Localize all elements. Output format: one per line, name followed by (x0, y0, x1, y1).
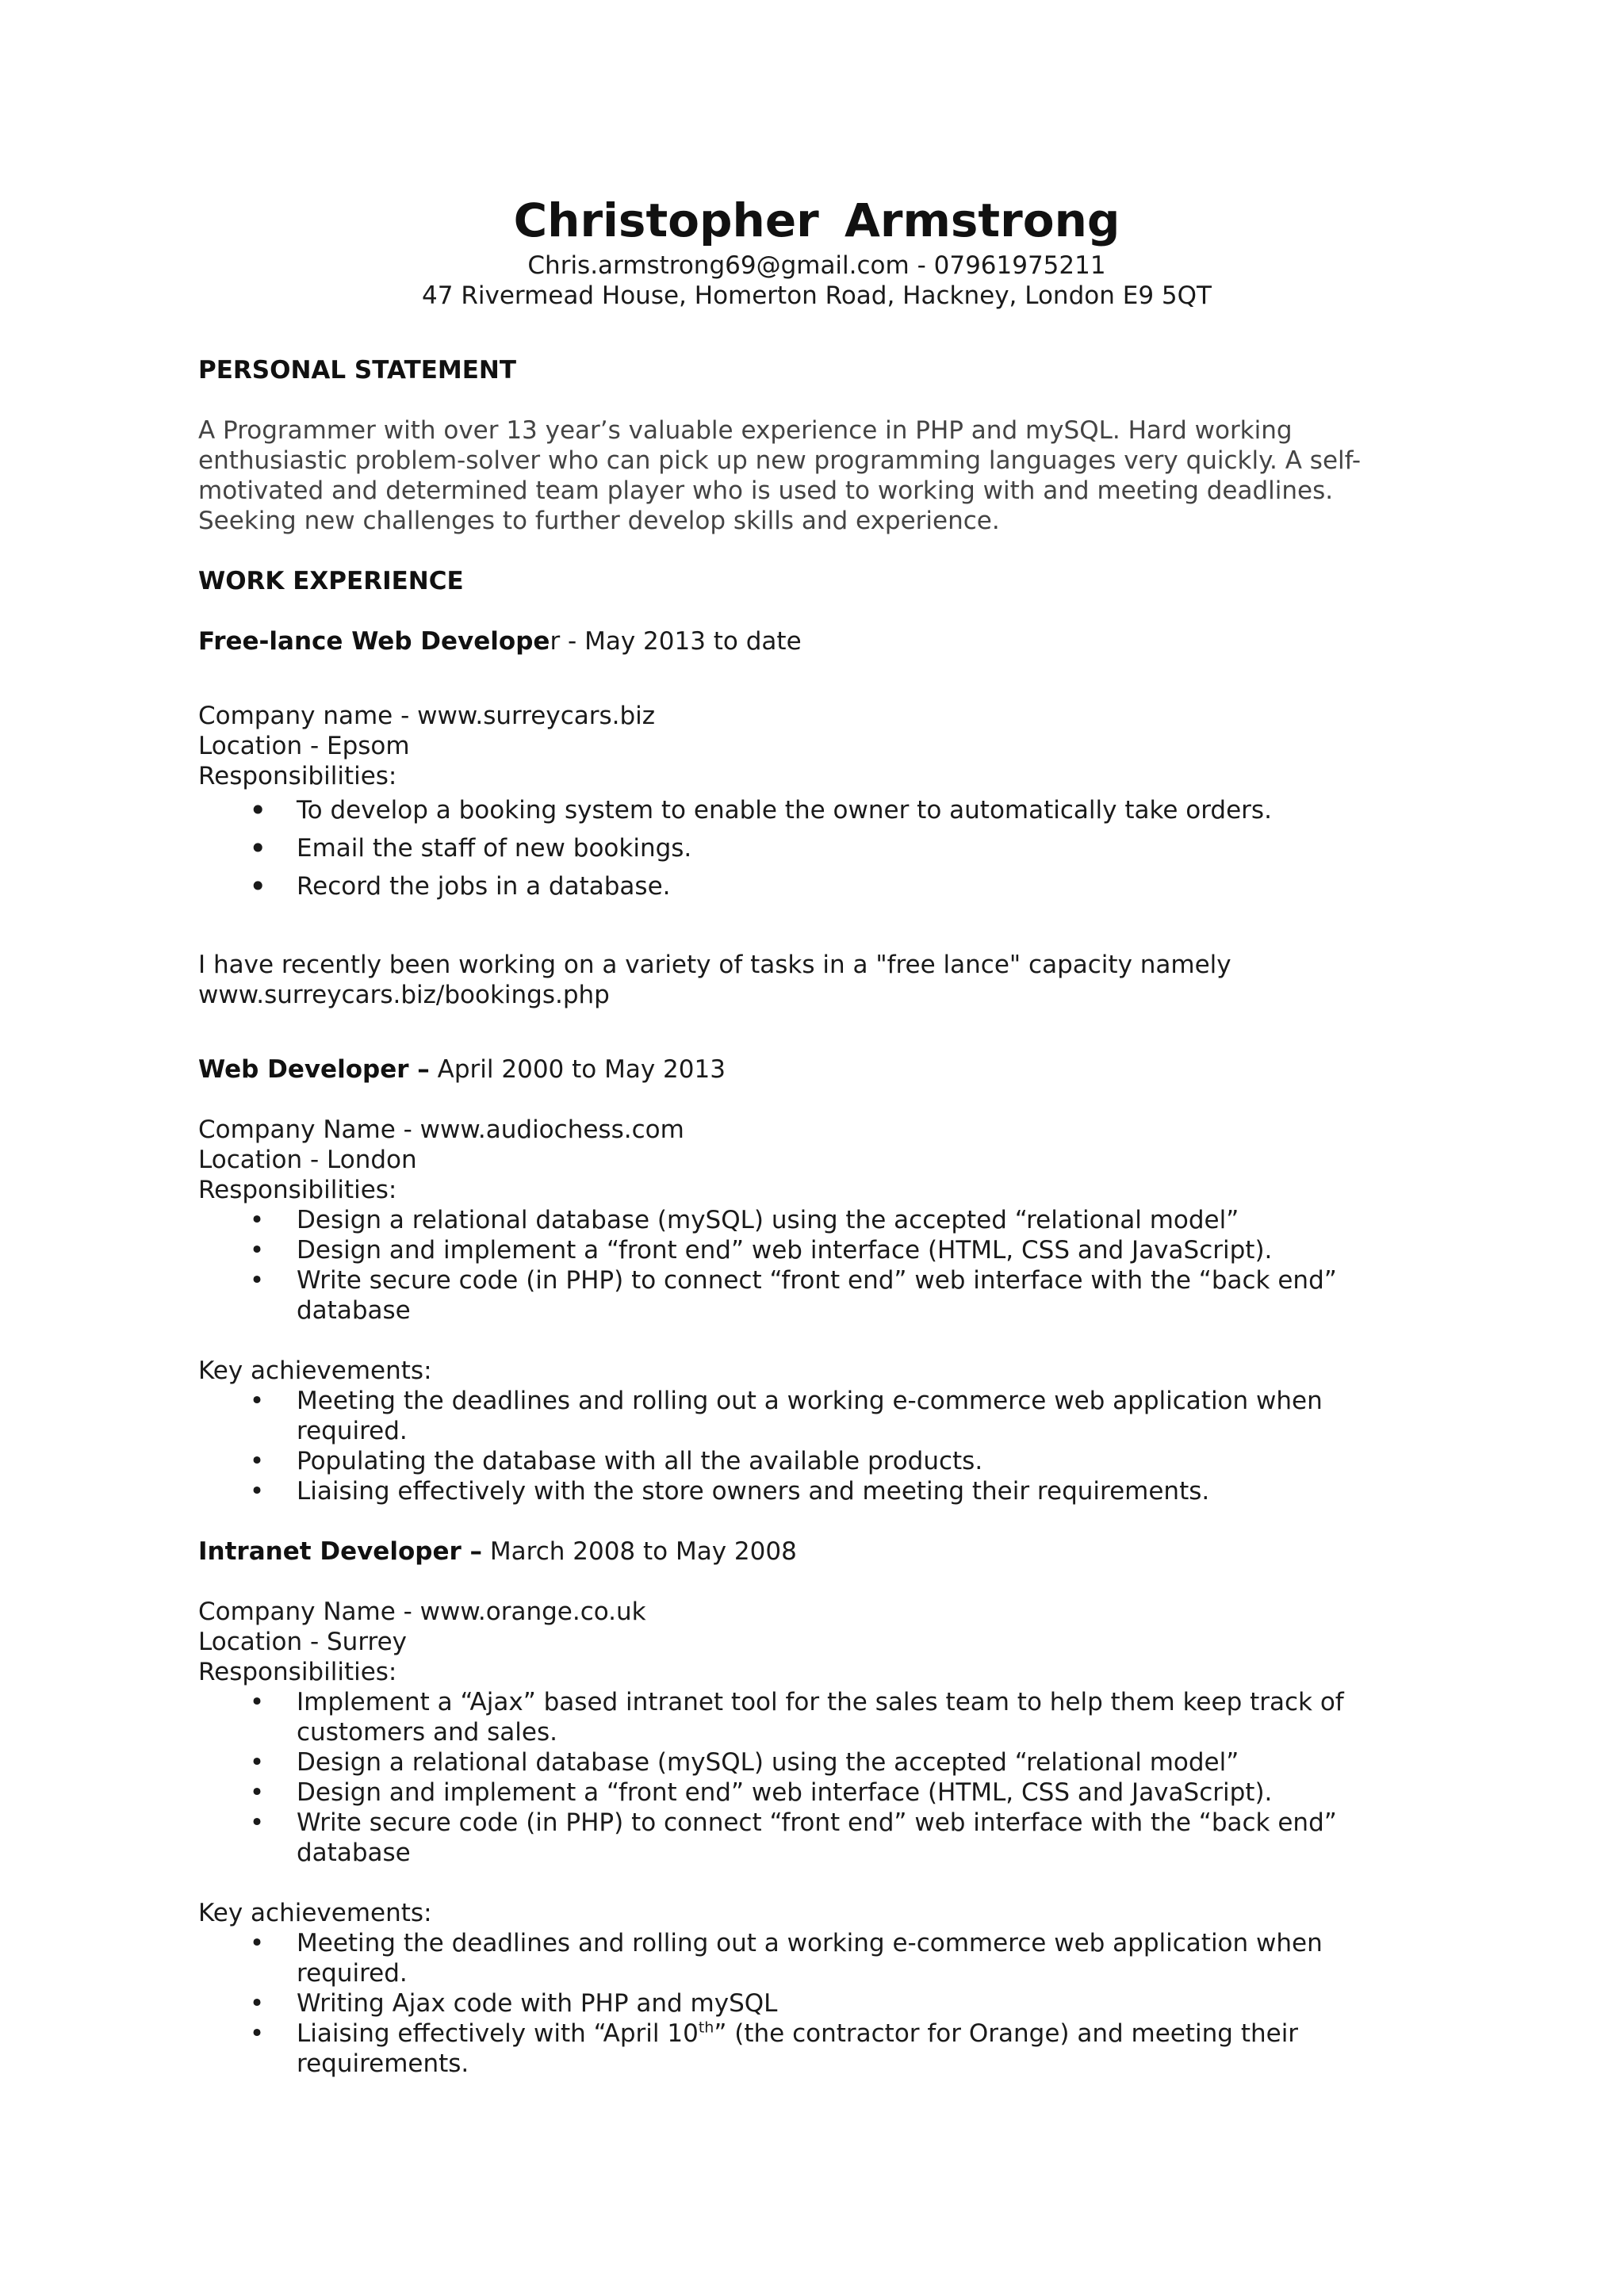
job-title-bold: Free-lance Web Develope (198, 627, 550, 656)
list-item (198, 791, 1435, 829)
list-item (198, 1777, 1435, 1808)
list-item-text: customers and sales. (297, 1718, 557, 1747)
list-item-text: Design a relational database (mySQL) using the accepted “relational model” (297, 1748, 1239, 1777)
list-item-text: Write secure code (in PHP) to connect “front end” web interface with the “back end” (297, 1808, 1337, 1837)
bullet-icon: • (249, 1989, 265, 2018)
job-dates: r - May 2013 to date (550, 627, 802, 656)
list-item-text: database (297, 1296, 411, 1325)
job-note-line: www.surreycars.biz/bookings.php (198, 981, 610, 1009)
list-item-text: database (297, 1839, 411, 1867)
job-title-bold: Web Developer – (198, 1055, 430, 1084)
list-item-text: Liaising effectively with “April 10 (297, 2019, 699, 2048)
list-item (198, 1386, 1435, 1416)
bullet-icon: • (249, 2019, 265, 2048)
statement-line: motivated and determined team player who is used to working with and meeting deadlines. (198, 476, 1334, 505)
statement-line: A Programmer with over 13 year’s valuable experience in PHP and mySQL. Hard working (198, 416, 1293, 445)
job-company: Company name - www.surreycars.biz (198, 702, 656, 730)
personal-statement-heading: PERSONAL STATEMENT (198, 356, 517, 385)
list-item (198, 2019, 1435, 2049)
list-item-text: Populating the database with all the available products. (297, 1447, 983, 1475)
job-location: Location - Epsom (198, 732, 410, 760)
key-achievements-label: Key achievements: (198, 1899, 432, 1927)
list-item-text: Record the jobs in a database. (297, 872, 671, 901)
list-item (198, 1265, 1435, 1295)
list-item (198, 1235, 1435, 1265)
work-experience-heading: WORK EXPERIENCE (198, 567, 464, 595)
job-title-web-developer (198, 1054, 1435, 1085)
list-item (198, 1446, 1435, 1476)
bullet-icon: • (249, 1748, 265, 1777)
list-item-text: Design and implement a “front end” web interface (HTML, CSS and JavaScript). (297, 1236, 1273, 1265)
job-responsibilities-label: Responsibilities: (198, 762, 397, 790)
list-item-text: Meeting the deadlines and rolling out a working e-commerce web application when (297, 1387, 1323, 1415)
list-item-text: Writing Ajax code with PHP and mySQL (297, 1989, 778, 2018)
achievements-list (198, 1928, 1435, 2079)
bullet-icon: • (249, 1477, 265, 1506)
contact-address: 47 Rivermead House, Homerton Road, Hackney, London E9 5QT (422, 281, 1212, 310)
list-item-text: requirements. (297, 2049, 469, 2078)
job-responsibilities-label: Responsibilities: (198, 1176, 397, 1204)
bullet-icon: • (249, 1929, 265, 1957)
job-dates: March 2008 to May 2008 (482, 1537, 797, 1566)
bullet-icon: • (249, 1236, 265, 1265)
job-company: Company Name - www.orange.co.uk (198, 1598, 646, 1626)
list-item-continuation (198, 1416, 1435, 1446)
list-item-text: Implement a “Ajax” based intranet tool for the sales team to help them keep track of (297, 1688, 1344, 1716)
list-item-text: Write secure code (in PHP) to connect “front end” web interface with the “back end” (297, 1266, 1337, 1295)
list-item-continuation (198, 1295, 1435, 1326)
job-location: Location - London (198, 1146, 417, 1174)
key-achievements-label: Key achievements: (198, 1357, 432, 1385)
bullet-icon: • (249, 869, 267, 904)
job-note-line: I have recently been working on a variety of tasks in a "free lance" capacity namely (198, 951, 1231, 979)
bullet-icon: • (249, 1387, 265, 1415)
list-item (198, 1747, 1435, 1777)
list-item-continuation (198, 1838, 1435, 1868)
candidate-name: Christopher Armstrong (513, 193, 1120, 247)
list-item-text: Design and implement a “front end” web interface (HTML, CSS and JavaScript). (297, 1778, 1273, 1807)
responsibilities-list (198, 1687, 1435, 1868)
list-item-text: To develop a booking system to enable the owner to automatically take orders. (297, 796, 1272, 825)
list-item-continuation (198, 1717, 1435, 1747)
list-item (198, 1928, 1435, 1958)
list-item-text: Meeting the deadlines and rolling out a working e-commerce web application when (297, 1929, 1323, 1957)
list-item-text: required. (297, 1417, 408, 1445)
job-title-intranet-developer (198, 1536, 1435, 1567)
bullet-icon: • (249, 793, 267, 828)
list-item-text: Email the staff of new bookings. (297, 834, 692, 863)
list-item-text: Design a relational database (mySQL) using the accepted “relational model” (297, 1206, 1239, 1234)
list-item (198, 1808, 1435, 1838)
list-item-text: ” (the contractor for Orange) and meeting their (714, 2019, 1299, 2048)
job-dates: April 2000 to May 2013 (429, 1055, 726, 1084)
achievements-list (198, 1386, 1435, 1506)
job-responsibilities-label: Responsibilities: (198, 1658, 397, 1686)
list-item (198, 1476, 1435, 1506)
statement-line: Seeking new challenges to further develop skills and experience. (198, 507, 1000, 535)
list-item-text: required. (297, 1959, 408, 1988)
bullet-icon: • (249, 831, 267, 866)
job-title-freelance (198, 626, 1435, 656)
list-item-continuation (198, 1958, 1435, 1988)
list-item (198, 867, 1435, 905)
personal-statement-text (198, 415, 1435, 536)
job-title-bold: Intranet Developer – (198, 1537, 483, 1566)
list-item-continuation (198, 2049, 1435, 2079)
bullet-icon: • (249, 1808, 265, 1837)
list-item (198, 1988, 1435, 2019)
job-company: Company Name - www.audiochess.com (198, 1115, 684, 1144)
bullet-icon: • (249, 1688, 265, 1716)
responsibilities-list (198, 1205, 1435, 1326)
responsibilities-list (198, 791, 1435, 905)
bullet-icon: • (249, 1447, 265, 1475)
statement-line: enthusiastic problem-solver who can pick up new programming languages very quickly. A self- (198, 446, 1362, 475)
job-location: Location - Surrey (198, 1628, 408, 1656)
contact-email-phone: Chris.armstrong69@gmail.com - 07961975211 (527, 251, 1106, 280)
bullet-icon: • (249, 1778, 265, 1807)
bullet-icon: • (249, 1266, 265, 1295)
list-item (198, 829, 1435, 867)
superscript-th: th (698, 2019, 714, 2037)
list-item-text: Liaising effectively with the store owners and meeting their requirements. (297, 1477, 1210, 1506)
list-item (198, 1205, 1435, 1235)
resume-content (198, 190, 1435, 2079)
bullet-icon: • (249, 1206, 265, 1234)
list-item (198, 1687, 1435, 1717)
